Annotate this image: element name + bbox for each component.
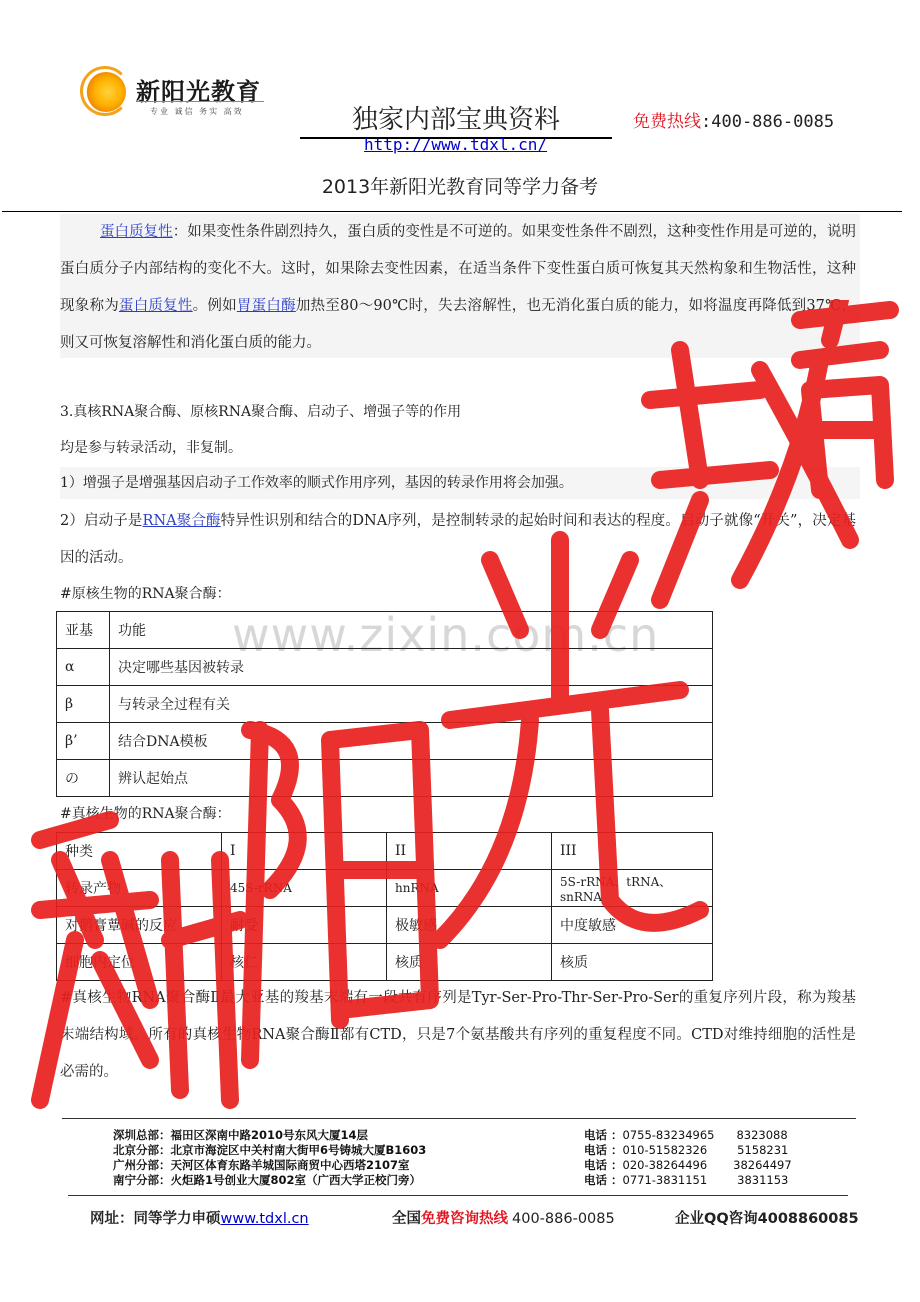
table-cell: 结合DNA模板 bbox=[110, 723, 713, 760]
branch-address: 北京市海淀区中关村南大街甲6号铸城大厦B1603 bbox=[170, 1143, 427, 1157]
promoter-text-1: 2）启动子是 bbox=[60, 513, 143, 529]
table-cell: 功能 bbox=[110, 612, 713, 649]
table-cell: α bbox=[57, 649, 110, 686]
tel-nanning bbox=[584, 1172, 788, 1188]
promoter-text-2: 特异性识别和结合的DNA序列，是控制转录的起始时间和表达的程度。启动子就像“开关”，决定基因的活动。 bbox=[60, 513, 856, 566]
tel-number: 0771-3831151 bbox=[622, 1173, 708, 1187]
tel-number: 0755-83234965 bbox=[622, 1128, 715, 1142]
branch-name: 广州分部： bbox=[113, 1158, 171, 1172]
table-cell: 决定哪些基因被转录 bbox=[110, 649, 713, 686]
footer-website bbox=[90, 1207, 309, 1228]
website-link[interactable]: www.tdxl.cn bbox=[220, 1211, 309, 1227]
table-cell: 45S-rRNA bbox=[222, 870, 387, 907]
link-pepsin[interactable]: 胃蛋白酶 bbox=[236, 298, 296, 314]
footer-hotline bbox=[392, 1207, 615, 1228]
hotline-label: 免费热线 bbox=[633, 112, 701, 132]
link-protein-renaturation-2[interactable]: 蛋白质复性 bbox=[118, 298, 193, 314]
table-cell: 辨认起始点 bbox=[110, 760, 713, 797]
branch-shenzhen bbox=[113, 1127, 368, 1143]
table-cell: 极敏感 bbox=[387, 907, 552, 944]
link-protein-renaturation[interactable]: 蛋白质复性 bbox=[100, 224, 173, 240]
ctd-paragraph: #真核生物RNA聚合酶Ⅱ最大亚基的羧基末端有一段共有序列是Tyr-Ser-Pro-Thr-Ser-Pro-Ser的重复序列片段，称为羧基末端结构域。所有的真核生物RNA聚合酶Ⅱ都有CTD，只是7个氨基酸共有序列的重复程度不同。CTD对维持细胞的活性是必需的。 bbox=[60, 990, 856, 1080]
paragraph-text-2: 。例如 bbox=[192, 298, 237, 314]
watermark-url: www.zixin.com.cn bbox=[232, 608, 660, 662]
prokaryote-heading: #原核生物的RNA聚合酶： bbox=[60, 586, 231, 602]
tel-guangzhou bbox=[584, 1157, 792, 1173]
tel-number-2: 8323088 bbox=[736, 1128, 788, 1142]
hotline-number: 400-886-0085 bbox=[512, 1211, 615, 1227]
tel-number: 010-51582326 bbox=[622, 1143, 708, 1157]
tel-number-2: 38264497 bbox=[733, 1158, 792, 1172]
brand-name: 新阳光教育 bbox=[136, 78, 261, 106]
table-cell: 中度敏感 bbox=[552, 907, 713, 944]
stamp-watermark bbox=[0, 300, 920, 1120]
table-cell: 核质 bbox=[387, 944, 552, 981]
table-cell: 转录产物 bbox=[57, 870, 222, 907]
table-cell: III bbox=[552, 833, 713, 870]
branch-address: 火炬路1号创业大厦802室（广西大学正校门旁） bbox=[170, 1173, 422, 1187]
footer-divider-top bbox=[62, 1118, 856, 1119]
table-cell: II bbox=[387, 833, 552, 870]
hotline-red-label: 免费咨询热线 bbox=[421, 1211, 508, 1227]
logo-sun-icon bbox=[86, 72, 126, 112]
section-heading-3: 3.真核RNA聚合酶、原核RNA聚合酶、启动子、增强子等的作用 bbox=[60, 404, 462, 420]
branch-name: 深圳总部： bbox=[113, 1128, 171, 1142]
table-cell: β’ bbox=[57, 723, 110, 760]
paragraph-text-1: ：如果变性条件剧烈持久，蛋白质的变性是不可逆的。如果变性条件不剧烈，这种变性作用是可逆的，说明蛋白质分子内部结构的变化不大。这时，如果除去变性因素，在适当条件下变性蛋白质可恢复其天然构象和生物活性，这种现象称为 bbox=[60, 224, 857, 314]
tel-number-2: 5158231 bbox=[737, 1143, 789, 1157]
header-title: 独家内部宝典资料 bbox=[300, 99, 612, 139]
branch-nanning bbox=[113, 1172, 421, 1188]
tel-label: 电话 ： bbox=[584, 1173, 623, 1187]
page-subtitle: 2013年新阳光教育同等学力备考 bbox=[321, 176, 599, 198]
table-cell: hnRNA bbox=[387, 870, 552, 907]
website-label: 网址：同等学力申硕 bbox=[90, 1211, 221, 1227]
table-cell: 核质 bbox=[552, 944, 713, 981]
link-rna-polymerase[interactable]: RNA聚合酶 bbox=[142, 513, 221, 529]
tel-beijing bbox=[584, 1142, 788, 1158]
logo-divider bbox=[136, 101, 264, 102]
tel-shenzhen bbox=[584, 1127, 788, 1143]
table-cell: 亚基 bbox=[57, 612, 110, 649]
branch-name: 北京分部： bbox=[113, 1143, 171, 1157]
brand-slogan: 专业 诚信 务实 高效 bbox=[150, 107, 244, 116]
hotline-prefix: 全国 bbox=[392, 1211, 421, 1227]
paragraph-text-3: 加热至80～90℃时，失去溶解性，也无消化蛋白质的能力，如将温度再降低到37℃，则又可恢复溶解性和消化蛋白质的能力。 bbox=[60, 298, 857, 351]
header-url-link[interactable]: http://www.tdxl.cn/ bbox=[364, 135, 548, 154]
table-cell: β bbox=[57, 686, 110, 723]
tel-label: 电话 ： bbox=[584, 1128, 623, 1142]
eukaryote-heading: #真核生物的RNA聚合酶： bbox=[60, 806, 231, 822]
tel-number-2: 3831153 bbox=[737, 1173, 789, 1187]
table-cell: 耐受 bbox=[222, 907, 387, 944]
footer-qq: 企业QQ咨询4008860085 bbox=[675, 1211, 859, 1227]
hotline-number: :400-886-0085 bbox=[701, 112, 835, 132]
table-cell: 细胞内定位 bbox=[57, 944, 222, 981]
enhancer-item: 1）增强子是增强基因启动子工作效率的顺式作用序列，基因的转录作用将会加强。 bbox=[60, 467, 860, 499]
footer-divider-bottom bbox=[68, 1195, 848, 1196]
transcription-note: 均是参与转录活动，非复制。 bbox=[60, 440, 242, 456]
branch-guangzhou bbox=[113, 1157, 410, 1173]
table-cell: 种类 bbox=[57, 833, 222, 870]
header-divider bbox=[2, 211, 902, 212]
header-hotline bbox=[633, 107, 834, 132]
branch-address: 天河区体育东路羊城国际商贸中心西塔2107室 bbox=[170, 1158, 410, 1172]
table-cell: I bbox=[222, 833, 387, 870]
branch-address: 福田区深南中路2010号东风大厦14层 bbox=[170, 1128, 369, 1142]
branch-name: 南宁分部： bbox=[113, 1173, 171, 1187]
tel-number: 020-38264496 bbox=[622, 1158, 708, 1172]
tel-label: 电话 ： bbox=[584, 1158, 623, 1172]
table-cell: 对鹅膏蕈碱的反应 bbox=[57, 907, 222, 944]
tel-label: 电话 ： bbox=[584, 1143, 623, 1157]
table-cell: 与转录全过程有关 bbox=[110, 686, 713, 723]
table-cell: 核仁 bbox=[222, 944, 387, 981]
table-cell: 5S-rRNA、tRNA、snRNA bbox=[552, 870, 713, 907]
branch-beijing bbox=[113, 1142, 426, 1158]
table-cell: の bbox=[57, 760, 110, 797]
